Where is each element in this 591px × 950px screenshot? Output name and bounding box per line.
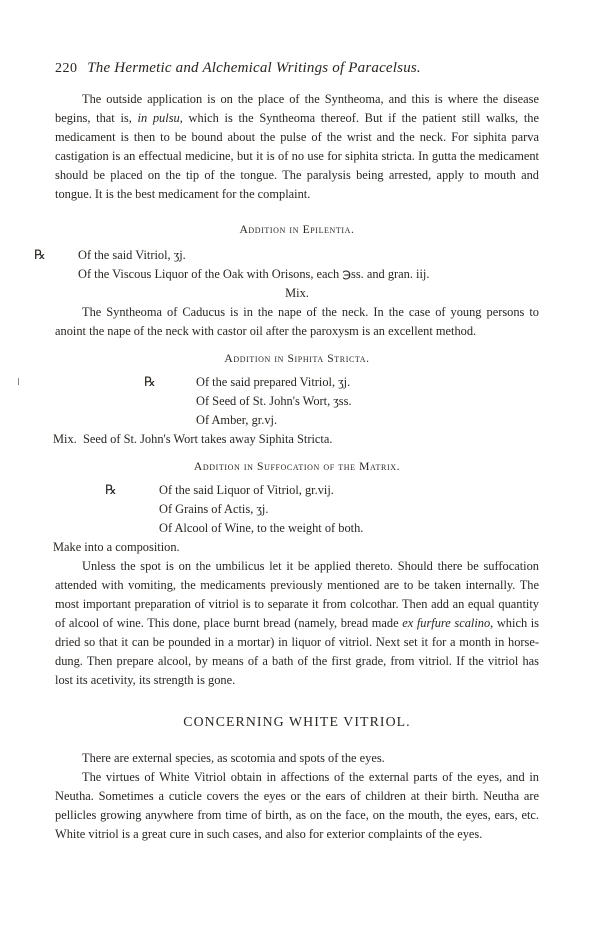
recipe-symbol: ℞ [105,482,117,497]
italic-term: in pulsu [137,111,180,125]
mix-line [53,430,539,449]
recipe-line: Of the Viscous Liquor of the Oak with Orisons, each ℈ss. and gran. iij. [78,267,430,281]
section-heading-suffocation: Addition in Suffocation of the Matrix. [193,460,401,473]
paragraph-text: The outside application is on the place of the Syntheoma, and this is where the disease begins, that is, [55,92,539,125]
paragraph-umbilicus [55,557,539,690]
recipe-symbol: ℞ [144,374,156,389]
mix-label: Mix. [53,432,77,446]
section-title-white-vitriol: CONCERNING WHITE VITRIOL. [183,714,411,729]
running-title: The Hermetic and Alchemical Writings of Paracelsus. [87,60,421,76]
paragraph-text: , which is the Syntheoma thereof. But if the patient still walks, the medicament is then to be bound about the pulse of the wrist and the neck. For siphita parva castigation is an effectual medicine, but it is of no use for siphita stricta. In gutta the medicament should be placed on the tip of the tongue. The paralysis being arrested, apply to mouth and tongue. It is the best medicament for the complaint. [55,111,539,201]
recipe-line [34,245,539,265]
recipe-text: Of the said prepared Vitriol, ʒj. [196,375,351,389]
recipe-line: Of Seed of St. John's Wort, ʒss. [196,394,352,408]
paragraph-external-species: There are external species, as scotomia and spots of the eyes. [82,751,385,765]
mix-instruction: Mix. [285,286,309,300]
paragraph-text: Unless the spot is on the umbilicus let it be applied thereto. Should there be suffocation attended with vomiting, the medicaments previously mentioned are to be taken internally. The most important preparation of vitriol is to separate it from colcothar. Then add an equal quantity of alcool of wine. This done, place burnt bread (namely, bread made [55,559,539,630]
paragraph-text: , which is dried so that it can be pounded in a mortar) in liquor of vitriol. Next set it for a month in horse-dung. Then prepare alcool, by means of a bath of the first grade, from vitriol. If the vitriol has lost its acetivity, its strength is gone. [55,616,539,687]
recipe-line: Of Amber, gr.vj. [196,413,278,427]
recipe-symbol: ℞ [34,247,46,262]
recipe-line [105,480,539,500]
paragraph-white-vitriol-virtues: The virtues of White Vitriol obtain in affections of the external parts of the eyes, and in Neutha. Sometimes a cuticle covers the eyes or the ears of children at their birth. Neutha are pellicles growing anywhere from time of birth, as on the face, on the mouth, the eyes, ears, etc. White vitriol is a great cure in such cases, and also for exterior complaints of the eyes. [55,770,539,841]
recipe-line: Of Alcool of Wine, to the weight of both. [159,521,364,535]
page-number: 220 [55,61,78,76]
recipe-line [144,372,539,392]
recipe-line: Of Grains of Actis, ʒj. [159,502,269,516]
book-page [34,57,539,844]
mix-text: Seed of St. John's Wort takes away Siphita Stricta. [82,432,333,446]
paragraph-caducus: The Syntheoma of Caducus is in the nape of the neck. In the case of young persons to anoint the nape of the neck with castor oil after the paroxysm is an excellent method. [55,305,539,338]
running-header [55,57,539,80]
section-heading-epilentia: Addition in Epilentia. [239,223,355,236]
make-composition-line: Make into a composition. [53,540,180,554]
margin-tick-mark [18,378,19,385]
paragraph-syntheoma [55,90,539,204]
recipe-text: Of the said Liquor of Vitriol, gr.vij. [159,483,334,497]
recipe-text: Of the said Vitriol, ʒj. [78,248,186,262]
section-heading-siphita: Addition in Siphita Stricta. [224,352,370,365]
italic-term: ex furfure scalino [402,616,491,630]
